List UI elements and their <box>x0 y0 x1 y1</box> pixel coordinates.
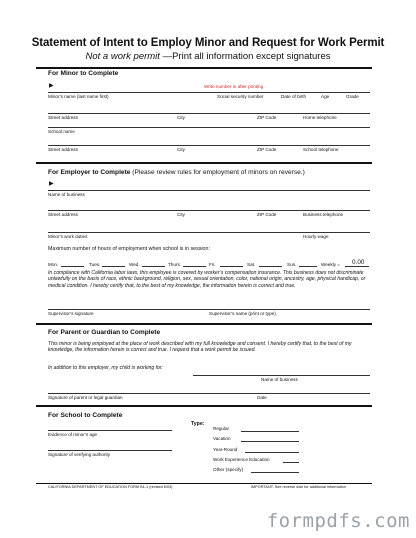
school-section-heading: For School to Complete <box>48 412 123 419</box>
verifying-signature-label: Signature of verifying authority <box>48 452 111 457</box>
employer-heading-note: (Please review rules for employment of minors on reverse.) <box>132 169 305 176</box>
evidence-age-label: Evidence of minor’s age <box>48 432 98 437</box>
type-other-label: Other (specify) <box>213 467 244 472</box>
business-city-label: City <box>177 212 185 217</box>
minor-section-heading: For Minor to Complete <box>48 70 119 77</box>
other-business-label: Name of business <box>261 377 298 382</box>
school-name-label: School name <box>48 129 75 134</box>
arrow-marker-icon: ▶ <box>49 83 54 89</box>
day-mon-label: Mon. <box>48 262 59 267</box>
addition-text: In addition to this employer, my child is working for: <box>48 365 163 371</box>
minor-name-label: Minor’s name (last name first) <box>48 94 109 99</box>
parent-signature-label: Signature of parent or legal guardian <box>48 395 123 400</box>
parent-section-heading: For Parent or Guardian to Complete <box>48 329 161 336</box>
other-business-field[interactable] <box>193 375 370 376</box>
dob-label: Date of birth <box>281 94 307 99</box>
school-zip-label: ZIP Code <box>257 147 277 152</box>
verifying-signature-field[interactable] <box>48 450 172 451</box>
type-regular-field[interactable] <box>241 431 299 432</box>
employer-section-heading <box>48 169 305 176</box>
day-sat-label: Sat. <box>247 262 256 267</box>
day-sun-field[interactable] <box>299 266 317 267</box>
weekly-total-field <box>345 266 369 267</box>
parent-statement: This minor is being employed at the place of work described with my full knowledge and consent. I hereby certify that, to the best of my knowledge, the information herein is correct and true. I request that a work permit be issued. <box>48 341 352 354</box>
business-name-label: Name of business <box>48 192 85 197</box>
day-wed-field[interactable] <box>142 266 165 267</box>
weekly-total-value[interactable]: 0.00 <box>352 259 365 266</box>
grade-label: Grade <box>346 94 359 99</box>
school-street-label: Street address <box>48 147 78 152</box>
type-yearround-label: Year-Round <box>213 447 238 452</box>
type-regular-label: Regular <box>213 426 230 431</box>
business-address-field[interactable] <box>48 210 370 211</box>
minor-zip-label: ZIP Code <box>257 115 277 120</box>
day-tues-field[interactable] <box>102 266 125 267</box>
day-thurs-field[interactable] <box>183 266 206 267</box>
supervisor-name-label: Supervisor’s name (print or type) <box>209 311 276 316</box>
business-phone-label: Business telephone <box>303 212 344 217</box>
evidence-age-field[interactable] <box>48 430 172 431</box>
type-work-experience-field[interactable] <box>283 462 299 463</box>
hourly-wage-label: Hourly wage <box>303 234 329 239</box>
work-duties-label: Minor’s work duties <box>48 234 88 239</box>
section-divider-parent <box>36 323 372 325</box>
type-work-experience-label: Work Experience Education <box>213 457 270 462</box>
day-sun-label: Sun. <box>287 262 297 267</box>
employer-heading-text: For Employer to Complete <box>48 169 131 176</box>
minor-name-field[interactable] <box>48 92 370 93</box>
day-tues-label: Tues. <box>89 262 101 267</box>
type-yearround-field[interactable] <box>245 452 299 453</box>
section-divider-employer <box>36 162 372 164</box>
form-title: Statement of Intent to Employ Minor and Request for Work Permit <box>31 37 385 49</box>
day-mon-field[interactable] <box>61 266 84 267</box>
write-number-note: Write number in after printing <box>204 84 264 89</box>
school-phone-label: School telephone <box>303 147 339 152</box>
business-name-field[interactable] <box>48 190 370 191</box>
school-city-label: City <box>177 147 185 152</box>
parent-date-label: Date <box>257 395 267 400</box>
school-address-field[interactable] <box>48 145 370 146</box>
max-hours-label: Maximum number of hours of employment when school is in session: <box>48 246 210 252</box>
minor-street-label: Street address <box>48 115 78 120</box>
weekly-total-label: Weekly = <box>321 262 340 267</box>
arrow-marker-icon: ▶ <box>49 181 54 187</box>
supervisor-signature-label: Supervisor’s signature <box>48 311 94 316</box>
type-label: Type: <box>191 421 205 427</box>
business-zip-label: ZIP Code <box>257 212 277 217</box>
day-thurs-label: Thurs. <box>168 262 182 267</box>
day-fri-label: Fri. <box>209 262 216 267</box>
minor-city-label: City <box>177 115 185 120</box>
parent-signature-field[interactable] <box>48 393 370 394</box>
school-name-field[interactable] <box>48 127 370 128</box>
employer-statement: In compliance with California labor laws, this employee is covered by worker’s compensation insurance. This business does not discriminate unlawfully on the basis of race, ethnic background, religion, sex, sexual orientation, color, national origin, ancestry, age, physical handicap, or medical condition. I hereby certify that, to the best of my knowledge, the information herein is correct and true. <box>48 270 366 289</box>
section-divider-school <box>36 405 372 407</box>
watermark-text: formpdfs.com <box>266 510 410 532</box>
supervisor-signature-field[interactable] <box>48 309 370 310</box>
day-fri-field[interactable] <box>220 266 243 267</box>
type-other-field[interactable] <box>251 472 299 473</box>
day-sat-field[interactable] <box>259 266 282 267</box>
ssn-label: Social security number <box>217 94 264 99</box>
subtitle-italic: Not a work permit <box>85 51 160 62</box>
section-divider-minor <box>36 67 372 69</box>
footer-right-text: IMPORTANT: See reverse side for additional information <box>251 485 346 489</box>
type-vacation-label: Vacation <box>213 436 231 441</box>
business-street-label: Street address <box>48 212 78 217</box>
work-duties-field[interactable] <box>48 232 370 233</box>
minor-address-field[interactable] <box>48 113 370 114</box>
subtitle-rest: —Print all information except signatures <box>159 51 331 62</box>
form-subtitle <box>0 51 416 62</box>
type-vacation-field[interactable] <box>241 441 299 442</box>
age-label: Age <box>321 94 330 99</box>
footer-left-text: CALIFORNIA DEPARTMENT OF EDUCATION FORM B1-1 (revised 6/03) <box>48 485 173 489</box>
home-phone-label: Home telephone <box>303 115 337 120</box>
footer-divider <box>36 483 372 484</box>
day-wed-label: Wed. <box>129 262 140 267</box>
